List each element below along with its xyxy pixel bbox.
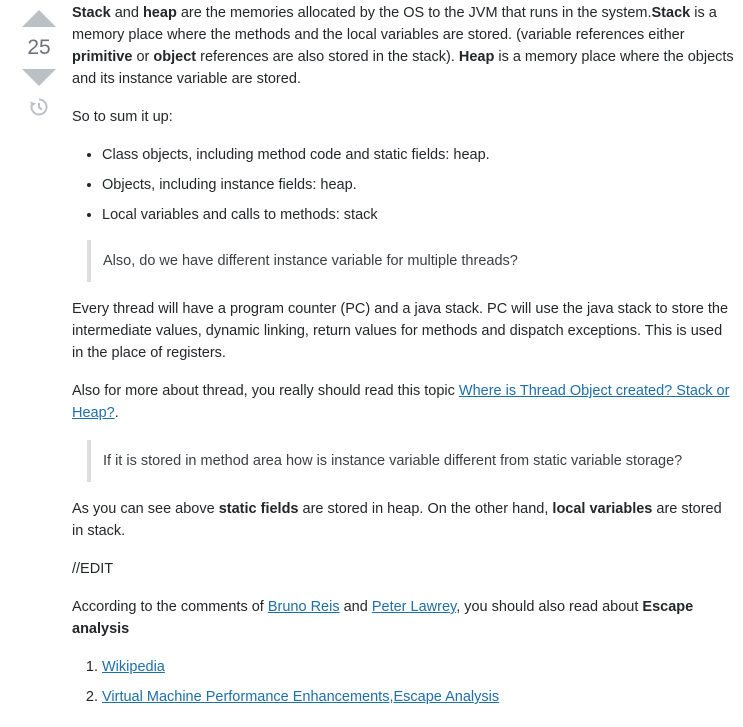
reference-list <box>72 656 734 708</box>
vote-down-arrow-icon[interactable] <box>22 69 56 86</box>
text: According to the comments of <box>72 599 268 615</box>
comments-paragraph <box>72 596 734 640</box>
text: , you should also read about <box>456 599 643 615</box>
bold-escape-analysis: Escape analysis <box>72 599 694 637</box>
text: is a memory place where the objects and its instance variable are stored. <box>72 49 734 87</box>
quote-text: If it is stored in method area how is instance variable different from static variable storage? <box>103 453 683 469</box>
list-item <box>102 686 734 708</box>
text: is a memory place where the methods and the local variables are stored. (variable references either <box>72 5 717 43</box>
bold-heap: heap <box>142 5 177 21</box>
quote-text: Also, do we have different instance variable for multiple threads? <box>103 253 518 269</box>
bold-heap-2: Heap <box>458 49 495 65</box>
thread-object-link[interactable]: Where is Thread Object created? Stack or Heap? <box>72 383 730 421</box>
list-item: • Objects, including instance fields: heap. <box>102 174 734 196</box>
text: or <box>132 49 154 65</box>
wikipedia-link[interactable]: Wikipedia <box>102 659 165 675</box>
vote-up-arrow-icon[interactable] <box>22 10 56 27</box>
bold-object: object <box>153 49 197 65</box>
vote-count: 25 <box>27 36 51 59</box>
list-item: • Class objects, including method code and static fields: heap. <box>102 144 734 166</box>
conclusion-paragraph <box>72 498 734 542</box>
escape-analysis-link[interactable]: Virtual Machine Performance Enhancements,Escape Analysis <box>102 689 500 705</box>
text: are stored in stack. <box>72 501 722 539</box>
quote-block <box>87 240 734 282</box>
answer-body <box>72 2 734 716</box>
bold-static-fields: static fields <box>218 501 299 517</box>
bruno-reis-link[interactable]: Bruno Reis <box>267 599 340 615</box>
text: Also for more about thread, you really should read this topic <box>72 383 459 399</box>
sum-up-paragraph: So to sum it up: <box>72 109 173 125</box>
bold-local-variables: local variables <box>552 501 653 517</box>
text: As you can see above <box>72 501 219 517</box>
text: . <box>114 405 119 421</box>
more-about-thread-paragraph <box>72 380 734 424</box>
bold-primitive: primitive <box>72 49 133 65</box>
summary-list <box>72 144 734 226</box>
text: and <box>110 5 143 21</box>
intro-paragraph <box>72 2 734 90</box>
vote-cell <box>20 8 58 118</box>
list-item: • Local variables and calls to methods: stack <box>102 204 734 226</box>
edit-marker: //EDIT <box>72 561 114 577</box>
text: and <box>339 599 372 615</box>
list-item <box>102 656 734 678</box>
peter-lawrey-link[interactable]: Peter Lawrey <box>371 599 457 615</box>
text: are the memories allocated by the OS to the JVM that runs in the system. <box>176 5 652 21</box>
bold-stack: Stack <box>72 5 111 21</box>
bold-stack-2: Stack <box>651 5 691 21</box>
thread-paragraph: Every thread will have a program counter (PC) and a java stack. PC will use the java stack to store the intermediate values, dynamic linking, return values for methods and dispatch exceptions. This is used in the place of registers. <box>72 301 729 361</box>
history-icon[interactable] <box>28 96 50 118</box>
text: references are also stored in the stack). <box>196 49 459 65</box>
quote-block <box>87 440 734 482</box>
text: are stored in heap. On the other hand, <box>298 501 553 517</box>
